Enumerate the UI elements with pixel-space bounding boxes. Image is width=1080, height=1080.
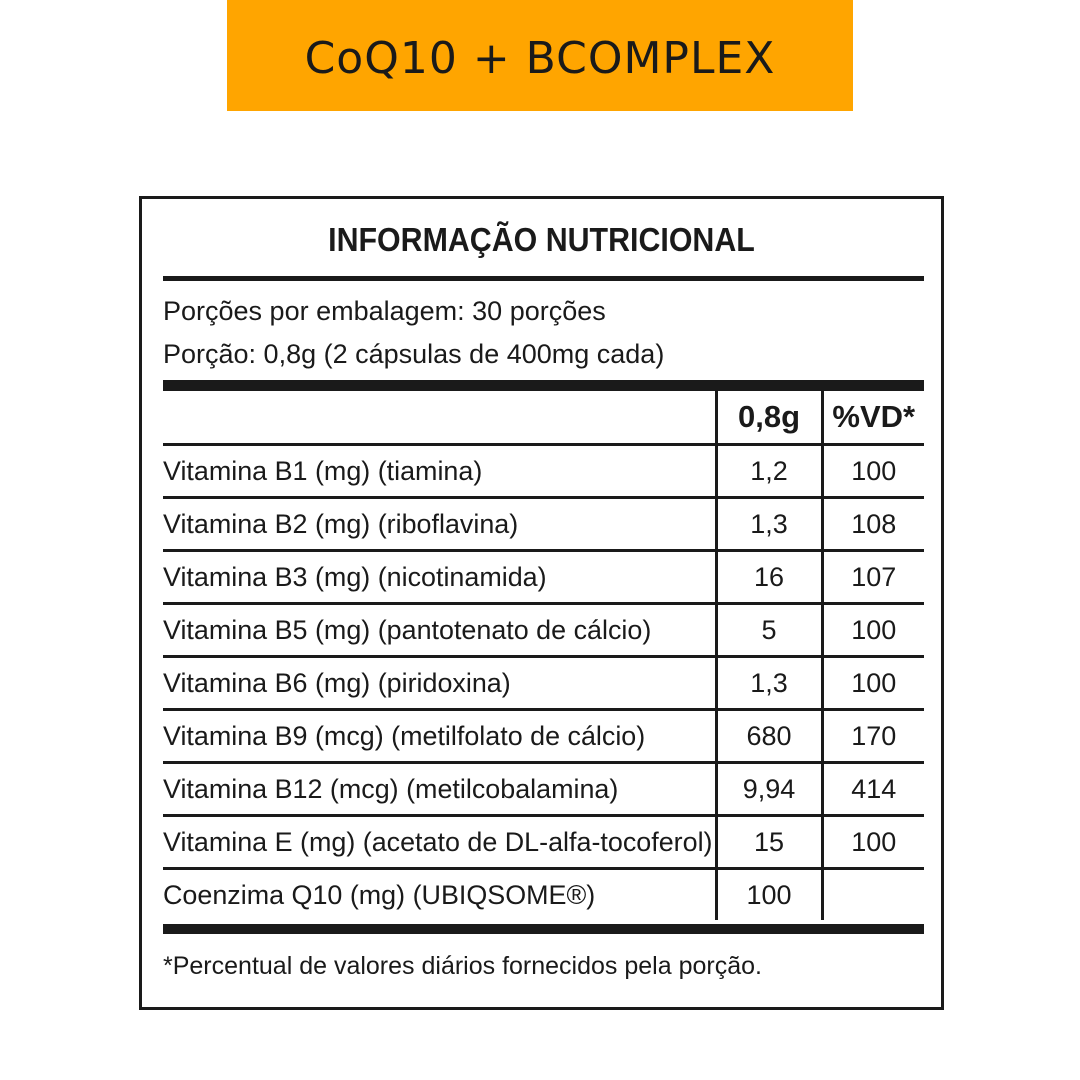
table-row xyxy=(163,604,924,657)
nutrient-amount: 680 xyxy=(716,710,822,763)
nutrient-name: Vitamina E (mg) (acetato de DL-alfa-tocoferol) xyxy=(163,816,716,869)
table-row xyxy=(163,657,924,710)
product-title: CoQ10 + BCOMPLEX xyxy=(304,33,776,84)
nutrient-daily-value xyxy=(822,869,924,921)
nutrient-amount: 1,3 xyxy=(716,657,822,710)
nutrient-name: Coenzima Q10 (mg) (UBIQSOME®) xyxy=(163,879,596,910)
nutrient-amount: 1,2 xyxy=(716,445,822,498)
table-row xyxy=(163,763,924,816)
nutrient-name: Vitamina B2 (mg) (riboflavina) xyxy=(163,498,716,551)
header-amount: 0,8g xyxy=(716,391,822,445)
nutrient-daily-value: 108 xyxy=(822,498,924,551)
servings-per-package: Porções por embalagem: 30 porções xyxy=(163,296,606,326)
table-row xyxy=(163,498,924,551)
product-banner xyxy=(227,0,853,111)
nutrient-daily-value: 100 xyxy=(822,816,924,869)
nutrition-table xyxy=(163,391,924,920)
table-header-row xyxy=(163,391,924,445)
divider-thick xyxy=(163,380,924,391)
table-row xyxy=(163,551,924,604)
nutrient-amount: 16 xyxy=(716,551,822,604)
divider-bottom xyxy=(163,924,924,934)
nutrition-label-title: INFORMAÇÃO NUTRICIONAL xyxy=(328,221,755,258)
table-row xyxy=(163,869,924,921)
nutrient-amount: 9,94 xyxy=(716,763,822,816)
nutrient-name: Vitamina B3 (mg) (nicotinamida) xyxy=(163,551,716,604)
nutrient-name: Vitamina B5 (mg) (pantotenato de cálcio) xyxy=(163,604,716,657)
nutrient-daily-value: 170 xyxy=(822,710,924,763)
divider-top xyxy=(163,276,924,281)
nutrient-daily-value: 100 xyxy=(822,445,924,498)
nutrient-daily-value: 107 xyxy=(822,551,924,604)
footnote: *Percentual de valores diários fornecidos pela porção. xyxy=(163,952,762,980)
table-row xyxy=(163,816,924,869)
nutrient-daily-value: 414 xyxy=(822,763,924,816)
nutrient-name: Vitamina B6 (mg) (piridoxina) xyxy=(163,657,716,710)
header-nutrient xyxy=(163,391,716,445)
nutrition-label xyxy=(139,196,944,1010)
nutrient-amount: 100 xyxy=(716,869,822,921)
table-row xyxy=(163,710,924,763)
table-row xyxy=(163,445,924,498)
serving-size: Porção: 0,8g (2 cápsulas de 400mg cada) xyxy=(163,339,665,369)
nutrient-amount: 1,3 xyxy=(716,498,822,551)
nutrient-daily-value: 100 xyxy=(822,657,924,710)
nutrient-daily-value: 100 xyxy=(822,604,924,657)
nutrient-name: Vitamina B1 (mg) (tiamina) xyxy=(163,445,716,498)
nutrient-amount: 5 xyxy=(716,604,822,657)
nutrient-name: Vitamina B9 (mcg) (metilfolato de cálcio) xyxy=(163,710,716,763)
header-daily-value: %VD* xyxy=(822,391,924,445)
nutrient-name: Vitamina B12 (mcg) (metilcobalamina) xyxy=(163,763,716,816)
nutrient-amount: 15 xyxy=(716,816,822,869)
